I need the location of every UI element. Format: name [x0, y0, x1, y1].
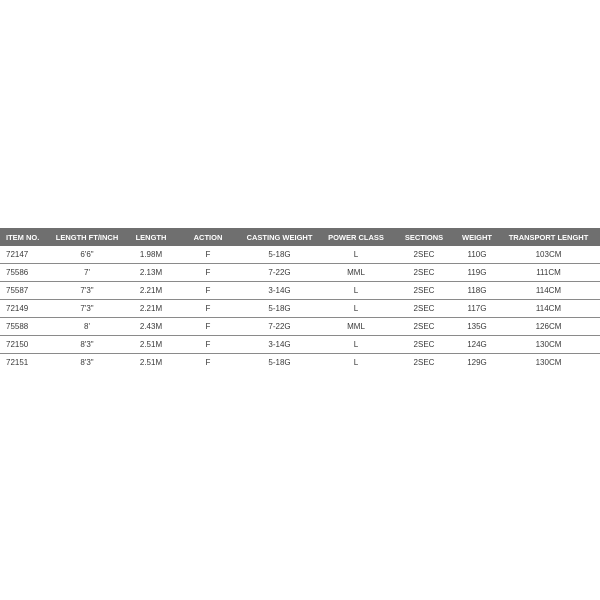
cell-action: F [178, 282, 238, 300]
cell-sections: 2SEC [391, 264, 457, 282]
cell-power-class: L [321, 300, 391, 318]
cell-weight: 117G [457, 300, 497, 318]
cell-length-ft-inch: 6'6" [50, 246, 124, 264]
cell-sections: 2SEC [391, 300, 457, 318]
header-action: ACTION [193, 232, 223, 242]
cell-casting-weight: 3-14G [238, 336, 321, 354]
cell-action: F [205, 358, 211, 367]
cell-action: F [178, 336, 238, 354]
cell-length-ft-inch: 7'3" [50, 282, 124, 300]
cell-item-no: 72150 [0, 336, 50, 354]
table-row [0, 264, 600, 282]
cell-weight: 124G [457, 336, 497, 354]
header-row [0, 228, 600, 246]
cell-length: 2.21M [124, 282, 178, 300]
cell-casting-weight: 5-18G [238, 300, 321, 318]
cell-weight: 119G [457, 264, 497, 282]
cell-power-class: L [321, 282, 391, 300]
cell-length: 2.43M [124, 318, 178, 336]
cell-length: 2.13M [124, 264, 178, 282]
cell-item-no: 75587 [0, 282, 50, 300]
spec-table-body [0, 246, 600, 371]
cell-item-no: 75586 [0, 264, 50, 282]
cell-power-class: L [353, 358, 359, 367]
cell-action: F [178, 300, 238, 318]
cell-length-ft-inch: 7' [50, 264, 124, 282]
cell-length: 2.21M [124, 300, 178, 318]
cell-sections: 2SEC [391, 246, 457, 264]
table-row [0, 336, 600, 354]
cell-sections: 2SEC [391, 318, 457, 336]
cell-sections: 2SEC [413, 358, 435, 367]
cell-power-class: L [321, 336, 391, 354]
cell-item-no: 72149 [0, 300, 50, 318]
header-length: LENGTH [135, 232, 167, 242]
table-row [0, 300, 600, 318]
cell-transport-length: 130CM [535, 358, 562, 367]
cell-length: 2.51M [124, 336, 178, 354]
header-casting-weight: CASTING WEIGHT [246, 232, 313, 242]
cell-length-ft-inch: 8'3" [50, 336, 124, 354]
header-item-no: ITEM NO. [6, 232, 40, 242]
cell-transport-length: 114CM [497, 282, 600, 300]
header-length-ft-inch: LENGTH FT/INCH [55, 232, 119, 242]
cell-casting-weight: 7-22G [238, 318, 321, 336]
cell-length: 1.98M [124, 246, 178, 264]
header-weight: WEIGHT [462, 232, 492, 242]
cell-transport-length: 103CM [497, 246, 600, 264]
cell-item-no: 72151 [6, 358, 29, 367]
header-sections: SECTIONS [404, 232, 444, 242]
header-transport-length: TRANSPORT LENGHT [508, 232, 589, 242]
cell-action: F [178, 246, 238, 264]
cell-casting-weight: 3-14G [238, 282, 321, 300]
cell-power-class: L [321, 246, 391, 264]
cell-weight: 110G [457, 246, 497, 264]
table-row [0, 354, 600, 372]
cell-action: F [178, 318, 238, 336]
table-row [0, 246, 600, 264]
cell-transport-length: 126CM [497, 318, 600, 336]
cell-length-ft-inch: 7'3" [50, 300, 124, 318]
header-power-class: POWER CLASS [328, 232, 384, 242]
table-row [0, 318, 600, 336]
cell-length-ft-inch: 8'3" [80, 358, 94, 367]
cell-item-no: 75588 [0, 318, 50, 336]
spec-table-header [0, 228, 600, 246]
spec-table [0, 228, 600, 371]
cell-sections: 2SEC [391, 336, 457, 354]
cell-weight: 135G [457, 318, 497, 336]
cell-casting-weight: 5-18G [238, 246, 321, 264]
cell-transport-length: 111CM [497, 264, 600, 282]
cell-length: 2.51M [139, 358, 163, 367]
cell-transport-length: 130CM [497, 336, 600, 354]
cell-length-ft-inch: 8' [50, 318, 124, 336]
cell-item-no: 72147 [0, 246, 50, 264]
cell-power-class: MML [321, 318, 391, 336]
cell-weight: 118G [457, 282, 497, 300]
table-row [0, 282, 600, 300]
cell-transport-length: 114CM [497, 300, 600, 318]
cell-casting-weight: 5-18G [268, 358, 291, 367]
cell-power-class: MML [321, 264, 391, 282]
cell-casting-weight: 7-22G [238, 264, 321, 282]
cell-action: F [178, 264, 238, 282]
cell-weight: 129G [467, 358, 487, 367]
cell-sections: 2SEC [391, 282, 457, 300]
